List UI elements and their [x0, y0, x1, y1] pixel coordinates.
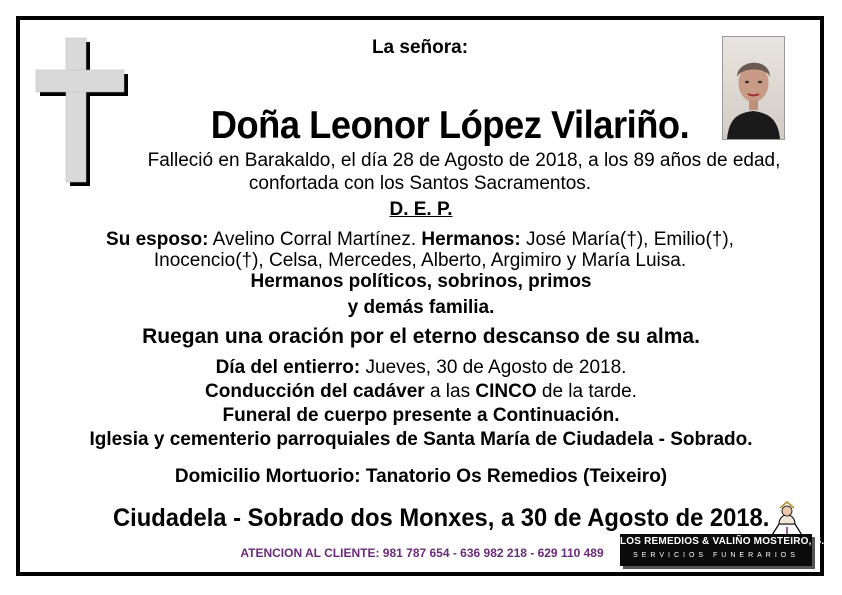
spouse-name: Avelino Corral Martínez. [208, 229, 422, 250]
esquela-frame [16, 16, 834, 576]
church-info: Iglesia y cementerio parroquiales de Santa María de Ciudadela - Sobrado. [89, 429, 753, 450]
funeral-info: Funeral de cuerpo presente a Continuación. [222, 405, 620, 426]
burial-day-value: Jueves, 30 de Agosto de 2018. [360, 357, 627, 378]
other-family-line-1: Hermanos políticos, sobrinos, primos [250, 271, 592, 292]
burial-day [60, 357, 782, 379]
siblings-part-1: José María(†), Emilio(†), [520, 229, 734, 250]
deceased-name: Doña Leonor López Vilariño. [210, 104, 690, 147]
conduction-info [60, 381, 782, 403]
siblings-label: Hermanos: [421, 229, 521, 250]
conduction-end: de la tarde. [536, 381, 637, 402]
latin-cross-icon [34, 36, 128, 186]
spouse-label: Su esposo: [106, 229, 209, 250]
other-family-line-2: y demás familia. [347, 297, 495, 318]
place-and-date: Ciudadela - Sobrado dos Monxes, a 30 de Agosto de 2018. [113, 504, 770, 532]
conduction-mid: a las [424, 381, 476, 402]
death-info-line-1: Falleció en Barakaldo, el día 28 de Agosto de 2018, a los 89 años de edad, [147, 150, 781, 171]
conduction-label: Conducción del cadáver [205, 381, 425, 402]
family-line-1 [40, 229, 800, 251]
siblings-part-2: Inocencio(†), Celsa, Mercedes, Alberto, Argimiro y María Luisa. [153, 250, 687, 271]
salutation: La señora: [371, 37, 469, 58]
death-info-line-2: confortada con los Santos Sacramentos. [248, 173, 592, 194]
funeral-home-logo [620, 534, 834, 566]
company-tagline: SERVICIOS FUNERARIOS [633, 552, 799, 559]
company-name: LOS REMEDIOS & VALIÑO MOSTEIRO, S.L. [620, 536, 834, 547]
mortuary-address: Domicilio Mortuorio: Tanatorio Os Remedios (Teixeiro) [174, 466, 668, 487]
conduction-time: CINCO [475, 381, 537, 402]
dep-abbreviation: D. E. P. [389, 199, 453, 220]
prayer-request: Ruegan una oración por el eterno descanso de su alma. [142, 325, 700, 348]
burial-day-label: Día del entierro: [215, 357, 361, 378]
customer-service-phones: ATENCION AL CLIENTE: 981 787 654 - 636 982 218 - 629 110 489 [240, 546, 604, 560]
